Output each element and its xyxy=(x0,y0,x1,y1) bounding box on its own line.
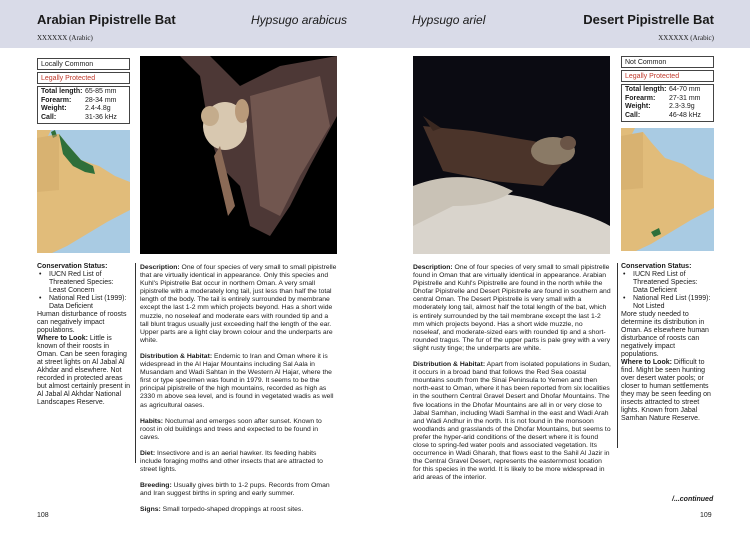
bullet-text: IUCN Red List of Threatened Species: Data Deficient xyxy=(633,271,698,294)
signs-label: Signs: xyxy=(140,506,161,514)
column-divider xyxy=(135,263,136,463)
where-text: Little is known of their roosts in Oman. Can be seen foraging at street lights on Al Jabal Al Akhdar and elsewhere. Not recorded in protected areas but almost certainly present in Al Jabal Al Akhdar National Landscapes Reserve. xyxy=(37,335,130,406)
conservation-bullet: • IUCN Red List of Threatened Species: Least Concern xyxy=(37,271,130,295)
left-arabic-name: XXXXXX (Arabic) xyxy=(37,34,93,42)
stat-value: 27-31 mm xyxy=(669,94,701,102)
stat-label: Weight: xyxy=(41,105,67,112)
stat-value: 2.4-4.8g xyxy=(85,105,111,112)
map-neighbour xyxy=(621,132,643,190)
description-paragraph xyxy=(140,264,338,345)
distribution-paragraph xyxy=(140,353,338,410)
continued-note: /...continued xyxy=(672,496,714,503)
description-label: Description: xyxy=(413,264,453,271)
stat-row xyxy=(625,103,710,112)
left-status-box: Legally Protected xyxy=(37,72,130,84)
diet-text: Insectivore and is an aerial hawker. Its feeding habits include foraging moths and other insects that are attracted to street lights. xyxy=(140,449,323,474)
distribution-label: Distribution & Habitat: xyxy=(413,361,486,369)
left-range-map xyxy=(37,130,130,253)
left-page-number: 108 xyxy=(37,512,49,519)
stat-value: 2.3-3.9g xyxy=(669,103,695,110)
left-main-text xyxy=(140,264,338,522)
conservation-bullet: • National Red List (1999): Not Listed xyxy=(621,295,714,311)
breeding-text: Usually gives birth to 1-2 pups. Records from Oman and Iran suggest births in spring and early summer. xyxy=(140,482,330,498)
habits-label: Habits: xyxy=(140,417,164,425)
breeding-paragraph xyxy=(140,482,338,498)
signs-text: Small torpedo-shaped droppings at roost sites. xyxy=(162,506,304,514)
left-conservation xyxy=(37,263,130,407)
conservation-bullet: • National Red List (1999): Data Deficient xyxy=(37,295,130,311)
column-divider xyxy=(617,263,618,448)
bullet-text: National Red List (1999): Data Deficient xyxy=(49,295,127,310)
stat-row xyxy=(625,95,710,104)
right-common-name: Desert Pipistrelle Bat xyxy=(583,12,714,27)
conservation-heading: Conservation Status: xyxy=(621,263,692,270)
right-abundance-box: Not Common xyxy=(621,56,714,68)
bullet-text: IUCN Red List of Threatened Species: Least Concern xyxy=(49,271,114,294)
stat-row xyxy=(41,97,126,106)
description-paragraph xyxy=(413,264,611,353)
right-conservation xyxy=(621,263,714,423)
stat-row xyxy=(41,114,126,123)
stat-label: Call: xyxy=(41,113,57,121)
left-abundance-box: Locally Common xyxy=(37,58,130,70)
stat-value: 65-85 mm xyxy=(85,88,117,95)
right-scientific-name: Hypsugo ariel xyxy=(412,13,486,27)
conservation-bullet: • IUCN Red List of Threatened Species: Data Deficient xyxy=(621,271,714,295)
stat-row xyxy=(41,88,126,97)
distribution-label: Distribution & Habitat: xyxy=(140,352,213,360)
stat-value: 31-36 kHz xyxy=(85,113,117,121)
right-bat-photo xyxy=(413,56,610,254)
description-text: One of four species of very small to small pipistrelle that are virtually identical in appearance. Only this species and Kuhl's Pipistrelle Bat occur in northern Oman. A very small pipistrelle with a moderately long tail, just less than half the total length of the body. The tail is entirely surrounded by membrane except the last 1-2 mm which projects beyond. Has a short wide muzzle, no noseleaf and moderate ears with rounded tip and a tall blunt tragus usually just exceeding half the length of the ear. Upper parts are a light clay brown colour and the underparts are white. xyxy=(140,264,337,344)
distribution-paragraph xyxy=(413,361,611,482)
breeding-label: Breeding: xyxy=(140,482,172,490)
conservation-note: More study needed to determine its distribution in Oman. As elsewhere human disturbance of roosts can negatively impact populations. xyxy=(621,311,709,358)
diet-paragraph xyxy=(140,450,338,474)
left-stats-box xyxy=(37,86,130,124)
stat-label: Total length: xyxy=(625,86,667,93)
right-sidebar xyxy=(621,56,714,254)
habits-text: Nocturnal and emerges soon after sunset. Known to roost in old buildings and trees and expected to be found in caves. xyxy=(140,417,322,441)
left-common-name: Arabian Pipistrelle Bat xyxy=(37,12,176,27)
stat-label: Weight: xyxy=(625,103,651,110)
bullet-text: National Red List (1999): Not Listed xyxy=(633,295,711,310)
stat-row xyxy=(625,86,710,95)
stat-label: Forearm: xyxy=(625,94,656,102)
description-text: One of four species of very small to small pipistrelle found in Oman that are virtually identical in appearance. Arabian Pipistrelle and Kuhl's Pipistrelle are found in the north while the Dhofar Pipistrelle and Desert Pipistrelle are found in southern and central Oman. The Desert Pipistrelle is very small with a moderately long tail, almost half the total length of the bat, which is entirely surrounded by the tail membrane except the last 1-2 mm which projects beyond. Has a short wide muzzle, no noseleaf, and moderate-sized ears with rounded tip and a short-rounded tragus. The fur of the upper parts is pale grey with a very slight rusty tinge; the underparts are white. xyxy=(413,264,611,352)
right-status-box: Legally Protected xyxy=(621,70,714,82)
where-heading: Where to Look: xyxy=(621,359,672,366)
right-arabic-name: XXXXXX (Arabic) xyxy=(658,34,714,42)
stat-row xyxy=(625,112,710,121)
left-sidebar xyxy=(37,58,130,256)
stat-label: Call: xyxy=(625,111,641,119)
stat-value: 28-34 mm xyxy=(85,96,117,104)
stat-label: Forearm: xyxy=(41,96,72,104)
left-scientific-name: Hypsugo arabicus xyxy=(251,13,348,27)
distribution-text: Apart from isolated populations in Sudan, it occurs in a broad band that follows the Red Sea coastal mountains south from the Sinai Peninsula to Yemen and then north-east to Oman, where it has been reported from six localities in the southern Central Gravel Desert and Dhofar Mountains. The five locations in the Dhofar Mountains are all in or very close to Jabal Samhan, including Wadi Samhal in the east and Wadi Arah and Wadi Andhur in the north. It is not found in the monsoon woodlands and grasslands of the Dhofar Mountains, but seems to prefer the hyper-arid conditions of the desert where it is found close to spring-fed water pools and associated vegetation. Its occurrence in Wadi Gharah, that flows east to the Sahil Al Jazir in the Central Gravel Desert, represents the easternmost location for this species in the world. It is likely to be more widespread in arid areas of the interior. xyxy=(413,361,611,482)
conservation-note: Human disturbance of roosts can negatively impact populations. xyxy=(37,311,127,334)
habits-paragraph xyxy=(140,418,338,442)
right-page-number: 109 xyxy=(700,512,712,519)
distribution-text: Endemic to Iran and Oman where it is widespread in the Al Hajar Mountains including Sal Aala in Musandam and Wadi Sahtan in the Western Al Hajar, where the first or type specimen was found in 1979. It seems to be the principal pipistrelle of the high mountains, recorded as high as 2330 m above sea level, and is found in vegetated wadis as well as agricultural oases. xyxy=(140,352,334,409)
signs-paragraph xyxy=(140,506,338,514)
description-label: Description: xyxy=(140,264,180,271)
where-text: Difficult to find. Might be seen hunting over desert water pools; or closer to human settlements they may be seen feeding on insects attracted to street lights. Known from Jabal Samhan Nature Reserve. xyxy=(621,359,711,422)
right-stats-box xyxy=(621,84,714,122)
stat-value: 64-70 mm xyxy=(669,86,701,93)
diet-label: Diet: xyxy=(140,449,156,457)
conservation-heading: Conservation Status: xyxy=(37,263,108,270)
right-main-text xyxy=(413,264,611,490)
right-range-map xyxy=(621,128,714,251)
stat-row xyxy=(41,105,126,114)
stat-label: Total length: xyxy=(41,88,83,95)
stat-value: 46-48 kHz xyxy=(669,111,701,119)
where-heading: Where to Look: xyxy=(37,335,88,342)
left-bat-photo xyxy=(140,56,337,254)
map-neighbour xyxy=(37,134,59,192)
